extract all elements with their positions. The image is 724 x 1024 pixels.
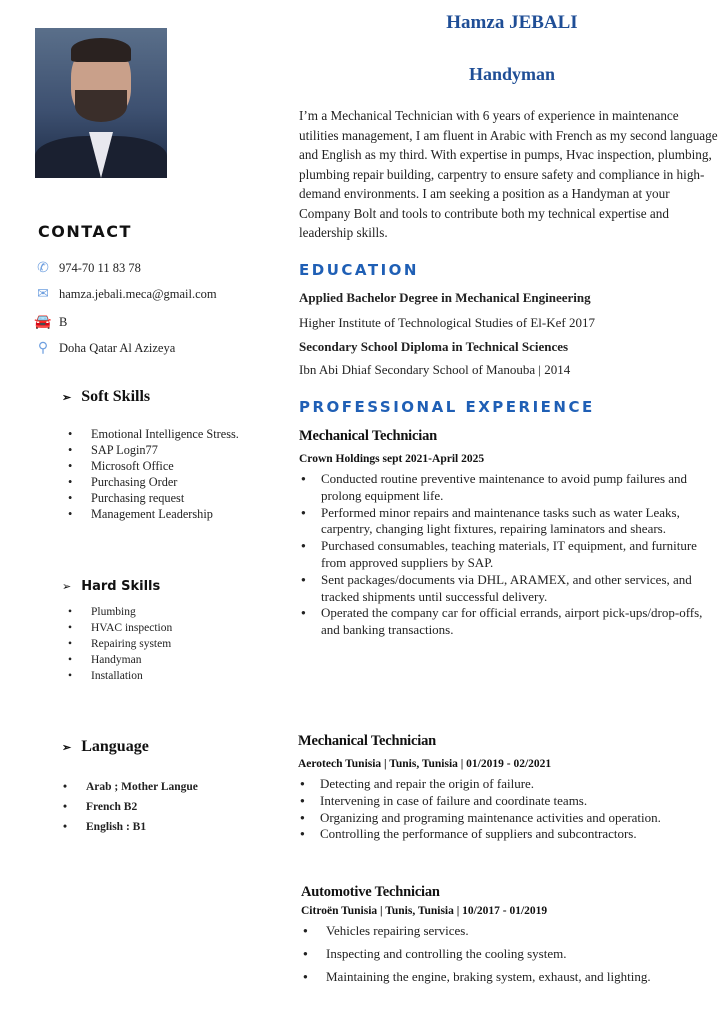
job-bullet: ● Conducted routine preventive maintenance to avoid pump failures and prolong equipment life. <box>299 471 711 505</box>
job-entry <box>301 884 713 991</box>
list-item: • Repairing system <box>63 636 172 652</box>
job-bullet: ● Maintaining the engine, braking system, exhaust, and lighting. <box>301 969 713 986</box>
candidate-name: Hamza JEBALI <box>446 12 578 33</box>
job-title: Automotive Technician <box>301 884 440 900</box>
list-item: • Purchasing Order <box>63 474 239 490</box>
list-item: • Emotional Intelligence Stress. <box>63 426 239 442</box>
summary: I’m a Mechanical Technician with 6 years of experience in maintenance utilities management, I am fluent in Arabic with French as my second language and English as my third. With expertise in pumps, Hvac inspection, plumbing, plumbing repair building, carpentry to ensure safety and compliance in high-demand environments. I am seeking a position as a Handyman at your Company Bolt and tools to contribute both my technical expertise and leadership skills. <box>299 108 718 240</box>
list-item: • Arab ; Mother Langue <box>58 777 198 797</box>
license-text: B <box>59 315 68 329</box>
job-bullet: ● Performed minor repairs and maintenance tasks such as water Leaks, carpentry, changing light fixtures, repairing laminators and shears. <box>299 505 711 539</box>
email-link[interactable]: hamza.jebali.meca@gmail.com <box>59 287 217 301</box>
envelope-icon: ✉ <box>37 287 49 302</box>
list-item: • Microsoft Office <box>63 458 239 474</box>
contact-license <box>33 314 67 331</box>
list-item: • Installation <box>63 668 172 684</box>
language-list <box>58 777 198 837</box>
education-school: Higher Institute of Technological Studies of El-Kef 2017 <box>299 315 595 330</box>
job-bullet: ● Detecting and repair the origin of failure. <box>298 776 710 793</box>
job-bullet: ● Purchased consumables, teaching materials, IT equipment, and furniture from approved suppliers by SAP. <box>299 538 711 572</box>
job-bullets <box>299 471 711 639</box>
job-bullets <box>301 923 713 985</box>
contact-heading: CONTACT <box>38 222 132 241</box>
job-bullet: ● Organizing and programing maintenance activities and operation. <box>298 810 710 827</box>
job-company: Aerotech Tunisia | Tunis, Tunisia | 01/2019 - 02/2021 <box>298 758 552 770</box>
job-entry <box>299 428 711 639</box>
job-company: Crown Holdings sept 2021-April 2025 <box>299 453 485 465</box>
list-item: • Management Leadership <box>63 506 239 522</box>
heading-text: Language <box>81 738 149 755</box>
job-title: Mechanical Technician <box>298 733 436 749</box>
list-item: • Plumbing <box>63 604 172 620</box>
education-degree: Secondary School Diploma in Technical Sciences <box>299 339 569 354</box>
list-item: • Purchasing request <box>63 490 239 506</box>
phone-text: 974-70 11 83 78 <box>59 261 141 275</box>
arrow-icon: ➢ <box>62 580 72 593</box>
job-bullet: ● Sent packages/documents via DHL, ARAMEX, and other services, and tracked shipments until successful delivery. <box>299 572 711 606</box>
hard-skills-heading <box>62 579 160 594</box>
job-bullets <box>298 776 710 843</box>
job-entry <box>298 733 710 843</box>
list-item: • Handyman <box>63 652 172 668</box>
soft-skills-list <box>63 426 239 522</box>
education-heading: EDUCATION <box>299 261 419 279</box>
job-bullet: ● Vehicles repairing services. <box>301 923 713 940</box>
heading-text: Soft Skills <box>81 388 151 405</box>
experience-heading: PROFESSIONAL EXPERIENCE <box>299 398 595 416</box>
soft-skills-heading <box>62 388 150 406</box>
heading-text: Hard Skills <box>81 579 161 594</box>
list-item: • English : B1 <box>58 817 198 837</box>
list-item: • SAP Login77 <box>63 442 239 458</box>
job-role: Handyman <box>468 64 556 84</box>
language-heading <box>62 738 149 756</box>
car-icon: 🚘 <box>34 315 52 330</box>
arrow-icon: ➢ <box>62 741 72 754</box>
job-bullet: ● Intervening in case of failure and coordinate teams. <box>298 793 710 810</box>
arrow-icon: ➢ <box>62 391 72 404</box>
list-item: • HVAC inspection <box>63 620 172 636</box>
contact-email <box>33 286 217 303</box>
job-bullet: ● Inspecting and controlling the cooling system. <box>301 946 713 963</box>
location-pin-icon: ⚲ <box>37 341 49 356</box>
job-company: Citroën Tunisia | Tunis, Tunisia | 10/2017 - 01/2019 <box>301 905 548 917</box>
education-degree: Applied Bachelor Degree in Mechanical Engineering <box>299 290 591 305</box>
contact-address <box>33 340 175 357</box>
job-bullet: ● Operated the company car for official errands, airport pick-ups/drop-offs, and banking transactions. <box>299 605 711 639</box>
education-school: Ibn Abi Dhiaf Secondary School of Manouba | 2014 <box>299 362 571 377</box>
job-title: Mechanical Technician <box>299 428 437 444</box>
hard-skills-list <box>63 604 172 684</box>
job-bullet: ● Controlling the performance of suppliers and subcontractors. <box>298 826 710 843</box>
phone-icon: ✆ <box>37 261 49 276</box>
list-item: • French B2 <box>58 797 198 817</box>
address-text: Doha Qatar Al Azizeya <box>59 341 176 355</box>
contact-phone <box>33 260 141 277</box>
profile-photo <box>35 28 167 178</box>
